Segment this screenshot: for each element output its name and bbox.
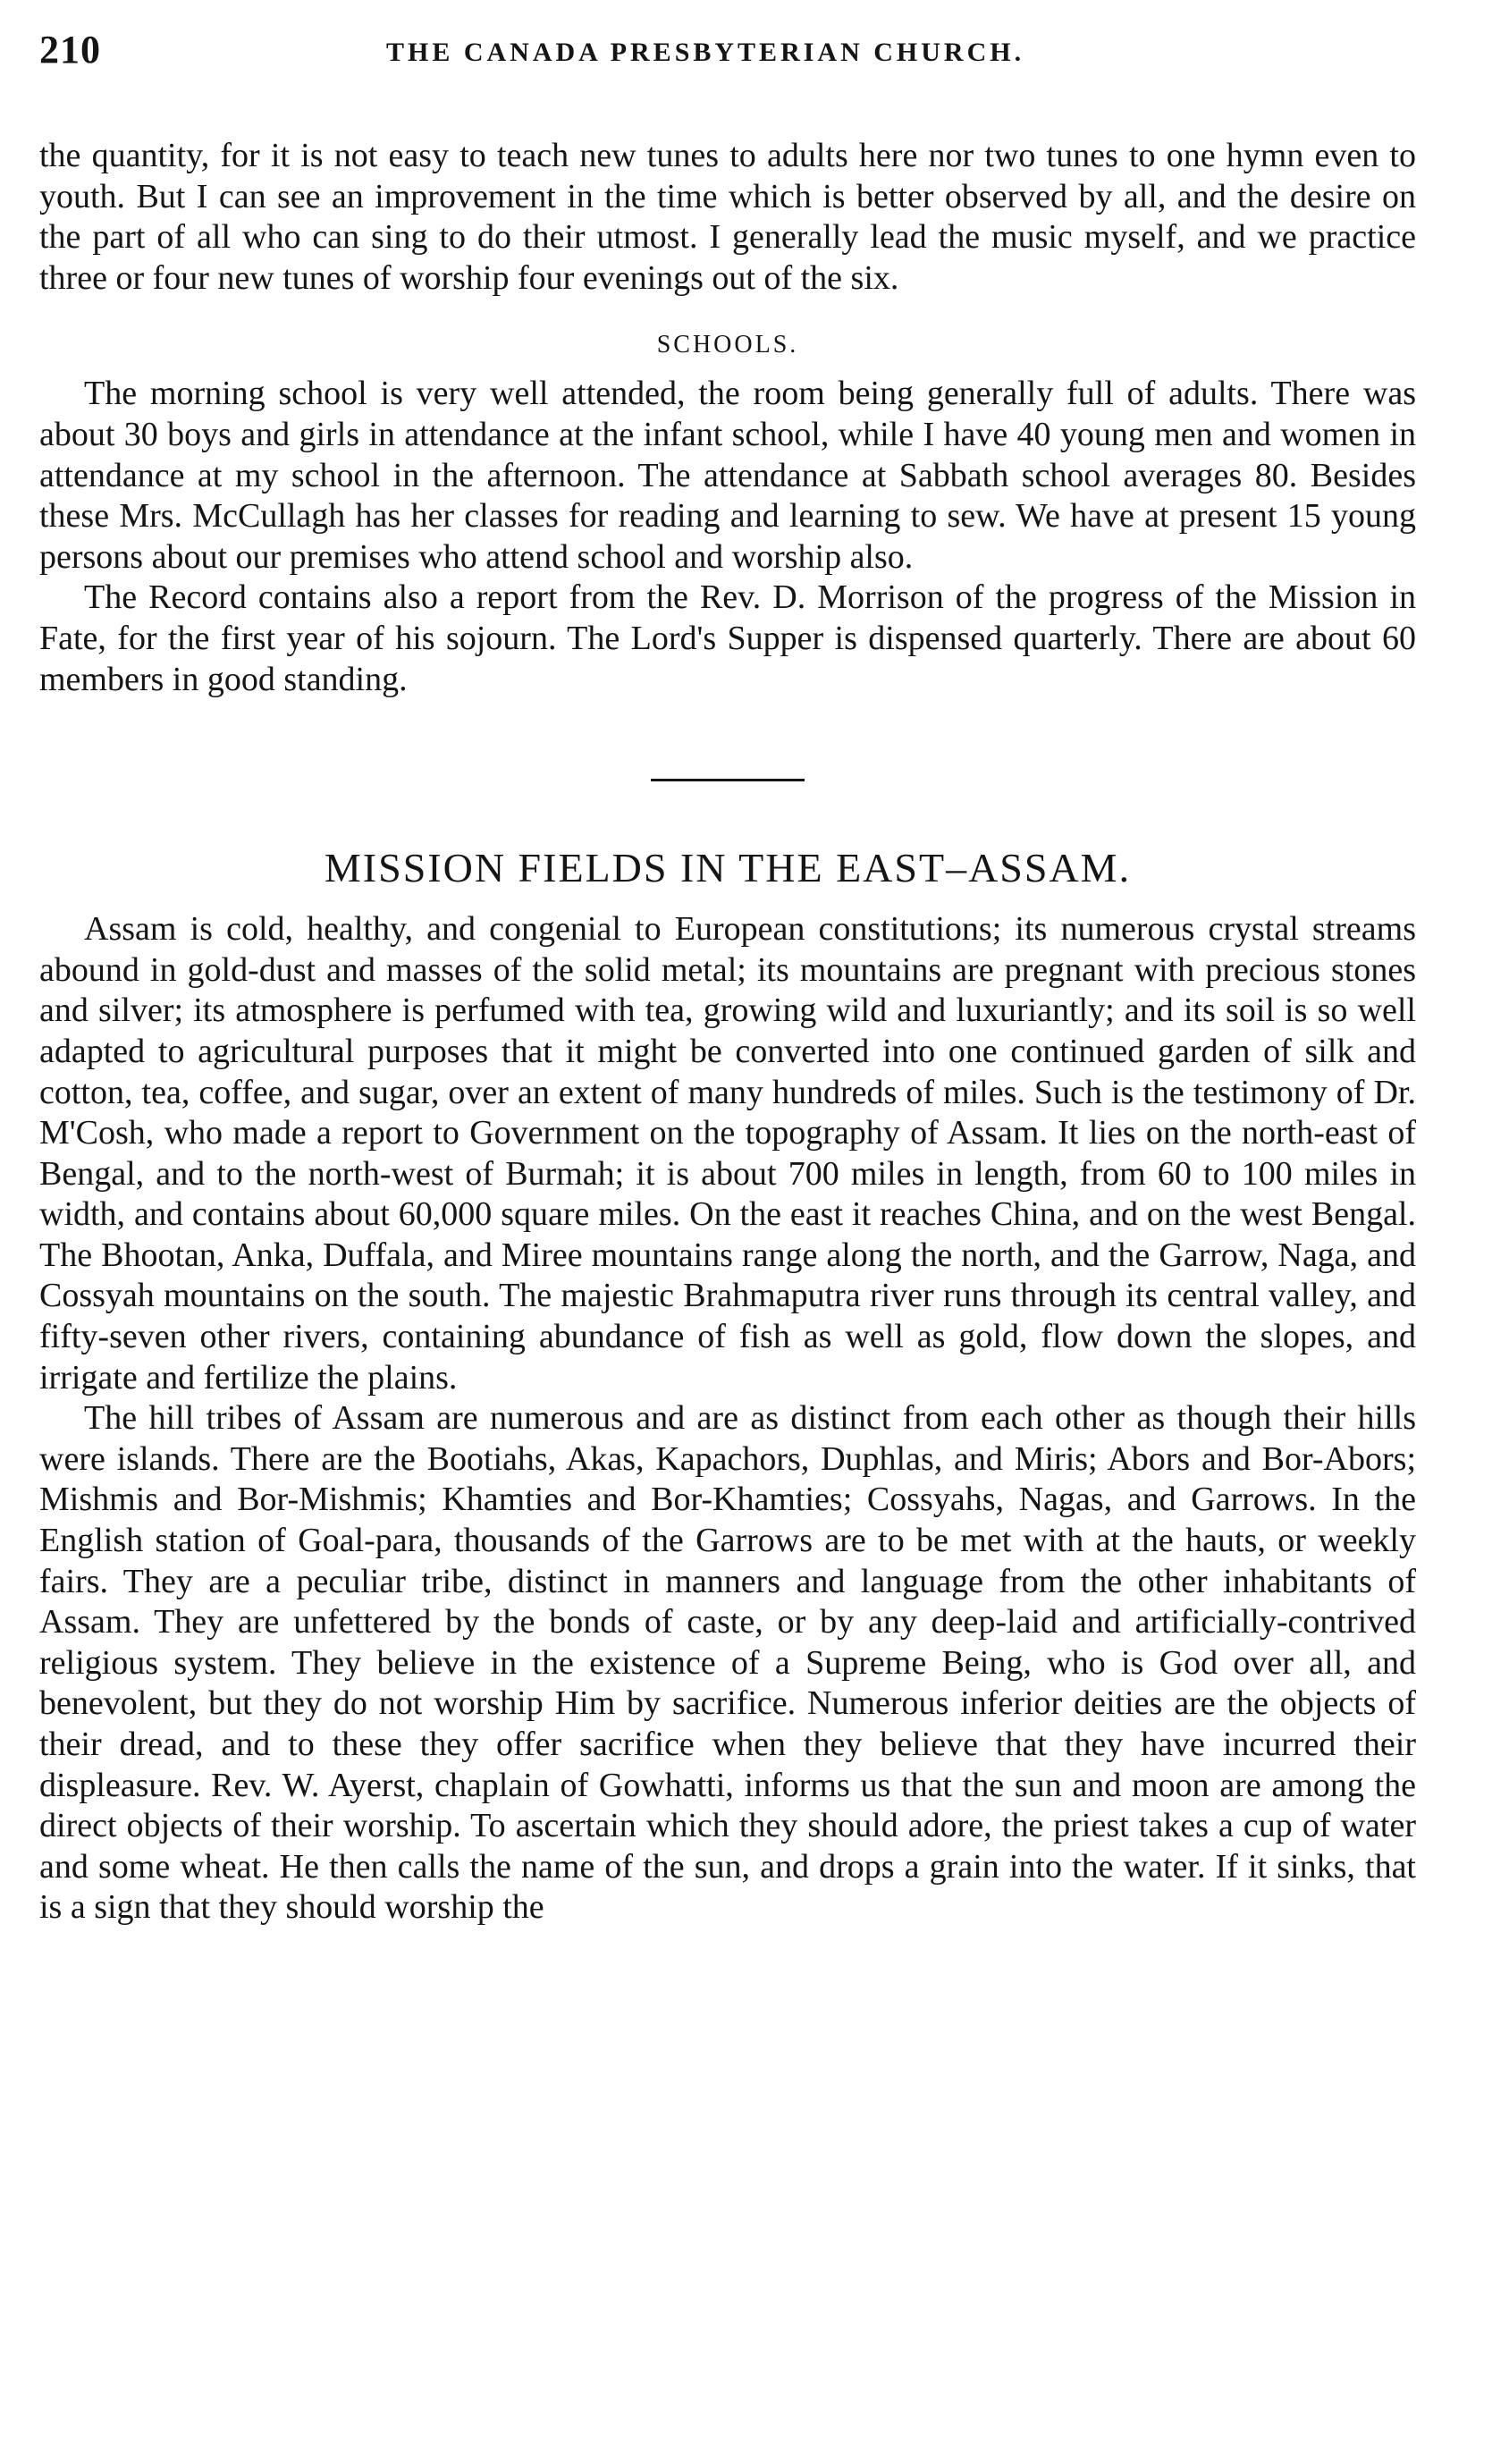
section-divider — [651, 779, 805, 781]
intro-paragraph: the quantity, for it is not easy to teach new tunes to adults here nor two tunes to one hymn even to youth. But I can see an improvement in the time which is better observed by all, and the desire on the part of all who can sing to do their utmost. I generally lead the music myself, and we practice three or four new tunes of worship four evenings out of the six. — [39, 137, 1416, 297]
record-paragraph: The Record contains also a report from the Rev. D. Morrison of the progress of the Mission in Fate, for the first year of his sojourn. The Lord's Supper is dispensed quarterly. There are about 60 members in good standing. — [39, 578, 1416, 698]
page-number: 210 — [39, 28, 101, 72]
running-title: THE CANADA PRESBYTERIAN CHURCH. — [386, 38, 1025, 67]
document-page — [39, 21, 1416, 1928]
schools-paragraph: The morning school is very well attended, the room being generally full of adults. There was about 30 boys and girls in attendance at the infant school, while I have 40 young men and women in attendance at my school in the afternoon. The attendance at Sabbath school averages 80. Besides these Mrs. McCullagh has her classes for reading and learning to sew. We have at present 15 young persons about our premises who attend school and worship also. — [39, 375, 1416, 576]
article-paragraph-2: The hill tribes of Assam are numerous and are as distinct from each other as though their hills were islands. There are the Bootiahs, Akas, Kapachors, Duphlas, and Miris; Abors and Bor-Abors; Mishmis and Bor-Mishmis; Khamties and Bor-Khamties; Cossyahs, Nagas, and Garrows. In the English station of Goal-para, thousands of the Garrows are to be met with at the hauts, or weekly fairs. They are a peculiar tribe, distinct in manners and language from the other inhabitants of Assam. They are unfettered by the bonds of caste, or by any deep-laid and artificially-contrived religious system. They believe in the existence of a Supreme Being, who is God over all, and benevolent, but they do not worship Him by sacrifice. Numerous inferior deities are the objects of their dread, and to these they offer sacrifice when they believe that they have incurred their displeasure. Rev. W. Ayerst, chaplain of Gowhatti, informs us that the sun and moon are among the direct objects of their worship. To ascertain which they should adore, the priest takes a cup of water and some wheat. He then calls the name of the sun, and drops a grain into the water. If it sinks, that is a sign that they should worship the — [39, 1399, 1416, 1927]
article-heading: MISSION FIELDS IN THE EAST–ASSAM. — [324, 845, 1132, 891]
page-header — [39, 21, 1416, 77]
schools-heading: SCHOOLS. — [656, 331, 799, 359]
article-paragraph-1: Assam is cold, healthy, and congenial to European constitutions; its numerous crystal streams abound in gold-dust and masses of the solid metal; its mountains are pregnant with precious stones and silver; its atmosphere is perfumed with tea, growing wild and luxuriantly; and its soil is so well adapted to agricultural purposes that it might be converted into one continued garden of silk and cotton, tea, coffee, and sugar, over an extent of many hundreds of miles. Such is the testimony of Dr. M'Cosh, who made a report to Government on the topography of Assam. It lies on the north-east of Bengal, and to the north-west of Burmah; it is about 700 miles in length, from 60 to 100 miles in width, and contains about 60,000 square miles. On the east it reaches China, and on the west Bengal. The Bhootan, Anka, Duffala, and Miree mountains range along the north, and the Garrow, Naga, and Cossyah mountains on the south. The majestic Brahmaputra river runs through its central valley, and fifty-seven other rivers, containing abundance of fish as well as gold, flow down the slopes, and irrigate and fertilize the plains. — [39, 910, 1416, 1397]
